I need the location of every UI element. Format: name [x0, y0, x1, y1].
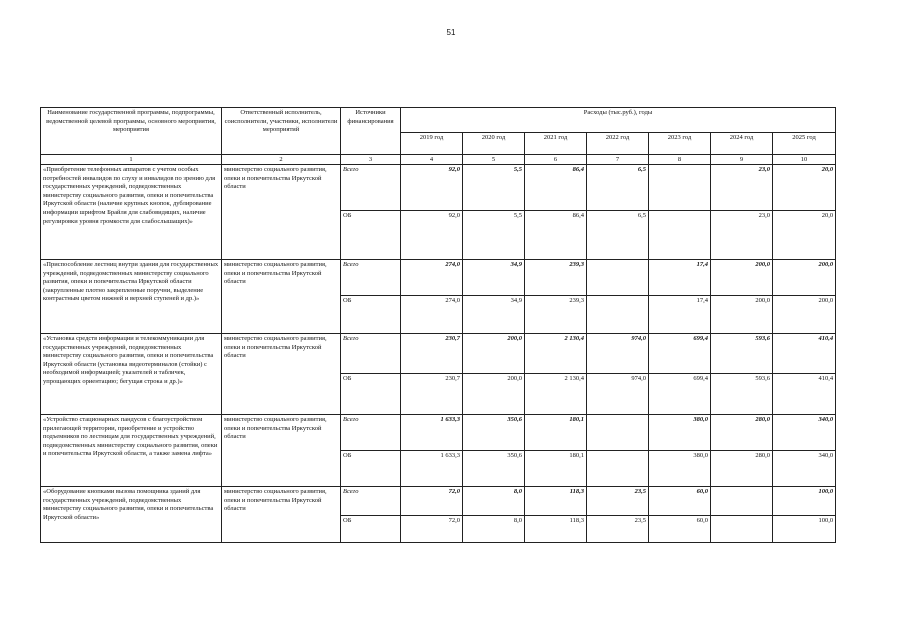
ob-value: 274,0	[401, 296, 463, 334]
ob-value	[587, 296, 649, 334]
source-total-label: Всего	[341, 415, 401, 451]
ob-value: 593,6	[711, 374, 773, 415]
ob-value: 200,0	[711, 296, 773, 334]
total-value: 5,5	[463, 165, 525, 211]
ob-value: 380,0	[649, 451, 711, 487]
total-value: 410,4	[773, 334, 836, 374]
ob-value: 100,0	[773, 516, 836, 543]
header-year: 2023 год	[649, 133, 711, 155]
total-value: 23,0	[711, 165, 773, 211]
total-value	[587, 415, 649, 451]
total-value: 280,0	[711, 415, 773, 451]
ob-value: 17,4	[649, 296, 711, 334]
ob-value	[711, 516, 773, 543]
header-year: 2025 год	[773, 133, 836, 155]
ob-value: 699,4	[649, 374, 711, 415]
table-row	[41, 260, 836, 296]
header-year: 2022 год	[587, 133, 649, 155]
ob-value: 6,5	[587, 211, 649, 260]
header-expenses: Расходы (тыс.руб.), годы	[401, 108, 836, 133]
source-ob-label: ОБ	[341, 516, 401, 543]
ob-value	[587, 451, 649, 487]
ob-value: 180,1	[525, 451, 587, 487]
source-ob-label: ОБ	[341, 374, 401, 415]
total-value: 1 633,3	[401, 415, 463, 451]
total-value	[587, 260, 649, 296]
total-value: 17,4	[649, 260, 711, 296]
total-value: 340,0	[773, 415, 836, 451]
total-value: 180,1	[525, 415, 587, 451]
table-row	[41, 487, 836, 516]
activity-executor: министерство социального развития, опеки и попечительства Иркутской области	[222, 487, 341, 543]
header-year: 2024 год	[711, 133, 773, 155]
source-ob-label: ОБ	[341, 296, 401, 334]
activity-name: «Устройство стационарных пандусов с благоустройством прилегающей территории, приобретение и устройство подъемников по лестницам для государственных учреждений, подведомственных министерству социального развития, опеки и попечительства Иркутской области, а также замена лифта»	[41, 415, 222, 487]
total-value: 100,0	[773, 487, 836, 516]
ob-value: 34,9	[463, 296, 525, 334]
activity-name: «Установка средств информации и телекоммуникации для государственных учреждений, подведомственных министерству социального развития, опеки и попечительства Иркутской области (установка видеотерминалов (стойки) с необходимой информацией; указателей и табличек, упрощающих ориентацию; бегущая строка и др.)»	[41, 334, 222, 415]
total-value	[649, 165, 711, 211]
column-number: 6	[525, 155, 587, 165]
ob-value: 230,7	[401, 374, 463, 415]
header-name: Наименование государственной программы, подпрограммы, ведомственной целевой программы, основного мероприятия, мероприятия	[41, 108, 222, 155]
column-number: 8	[649, 155, 711, 165]
total-value: 72,0	[401, 487, 463, 516]
ob-value: 92,0	[401, 211, 463, 260]
activity-executor: министерство социального развития, опеки и попечительства Иркутской области	[222, 165, 341, 260]
table-row	[41, 165, 836, 211]
total-value: 20,0	[773, 165, 836, 211]
total-value: 200,0	[711, 260, 773, 296]
source-total-label: Всего	[341, 334, 401, 374]
ob-value: 60,0	[649, 516, 711, 543]
ob-value: 118,3	[525, 516, 587, 543]
source-ob-label: ОБ	[341, 211, 401, 260]
ob-value: 23,5	[587, 516, 649, 543]
budget-table	[40, 107, 836, 543]
source-total-label: Всего	[341, 165, 401, 211]
ob-value: 1 633,3	[401, 451, 463, 487]
ob-value: 86,4	[525, 211, 587, 260]
ob-value: 2 130,4	[525, 374, 587, 415]
activity-executor: министерство социального развития, опеки и попечительства Иркутской области	[222, 415, 341, 487]
total-value: 86,4	[525, 165, 587, 211]
source-ob-label: ОБ	[341, 451, 401, 487]
total-value: 239,3	[525, 260, 587, 296]
source-total-label: Всего	[341, 260, 401, 296]
activity-name: «Приспособление лестниц внутри здания для государственных учреждений, подведомственных министерству социального развития, опеки и попечительства Иркутской области (закрупленные плотно закрепленные поручни, выделение контрастным цветом нижней и верхней ступеней и др.)»	[41, 260, 222, 334]
total-value: 92,0	[401, 165, 463, 211]
activity-name: «Оборудование кнопками вызова помощника зданий для государственных учреждений, подведомственных министерству социального развития, опеки и попечительства Иркутской области»	[41, 487, 222, 543]
column-number: 5	[463, 155, 525, 165]
total-value: 2 130,4	[525, 334, 587, 374]
total-value: 350,6	[463, 415, 525, 451]
total-value: 200,0	[773, 260, 836, 296]
total-value: 23,5	[587, 487, 649, 516]
column-number: 9	[711, 155, 773, 165]
header-source: Источники финансирования	[341, 108, 401, 155]
total-value: 274,0	[401, 260, 463, 296]
column-number: 10	[773, 155, 836, 165]
ob-value: 410,4	[773, 374, 836, 415]
ob-value: 200,0	[773, 296, 836, 334]
total-value: 699,4	[649, 334, 711, 374]
ob-value: 974,0	[587, 374, 649, 415]
ob-value: 20,0	[773, 211, 836, 260]
ob-value: 200,0	[463, 374, 525, 415]
table-row	[41, 415, 836, 451]
activity-executor: министерство социального развития, опеки и попечительства Иркутской области	[222, 260, 341, 334]
total-value: 593,6	[711, 334, 773, 374]
header-executor: Ответственный исполнитель, соисполнители, участники, исполнители мероприятий	[222, 108, 341, 155]
ob-value: 239,3	[525, 296, 587, 334]
table-row	[41, 334, 836, 374]
ob-value: 340,0	[773, 451, 836, 487]
header-year: 2021 год	[525, 133, 587, 155]
total-value: 974,0	[587, 334, 649, 374]
ob-value: 23,0	[711, 211, 773, 260]
ob-value: 8,0	[463, 516, 525, 543]
activity-executor: министерство социального развития, опеки и попечительства Иркутской области	[222, 334, 341, 415]
column-number: 3	[341, 155, 401, 165]
activity-name: «Приобретение телефонных аппаратов с учетом особых потребностей инвалидов по слуху и инвалидов по зрению для государственных учреждений, подведомственных министерству социального развития, опеки и попечительства Иркутской области (наличие крупных кнопок, дублирование информации шрифтом Брайля для слабовидящих, наличие регулировки уровня громкости для слабослышащих)»	[41, 165, 222, 260]
total-value: 200,0	[463, 334, 525, 374]
column-number: 1	[41, 155, 222, 165]
ob-value	[649, 211, 711, 260]
total-value: 60,0	[649, 487, 711, 516]
total-value	[711, 487, 773, 516]
ob-value: 72,0	[401, 516, 463, 543]
total-value: 8,0	[463, 487, 525, 516]
header-year: 2020 год	[463, 133, 525, 155]
ob-value: 280,0	[711, 451, 773, 487]
column-number: 2	[222, 155, 341, 165]
total-value: 380,0	[649, 415, 711, 451]
ob-value: 5,5	[463, 211, 525, 260]
header-year: 2019 год	[401, 133, 463, 155]
total-value: 118,3	[525, 487, 587, 516]
source-total-label: Всего	[341, 487, 401, 516]
page-number: 51	[446, 28, 456, 37]
total-value: 6,5	[587, 165, 649, 211]
column-number: 7	[587, 155, 649, 165]
ob-value: 350,6	[463, 451, 525, 487]
total-value: 34,9	[463, 260, 525, 296]
column-number: 4	[401, 155, 463, 165]
total-value: 230,7	[401, 334, 463, 374]
